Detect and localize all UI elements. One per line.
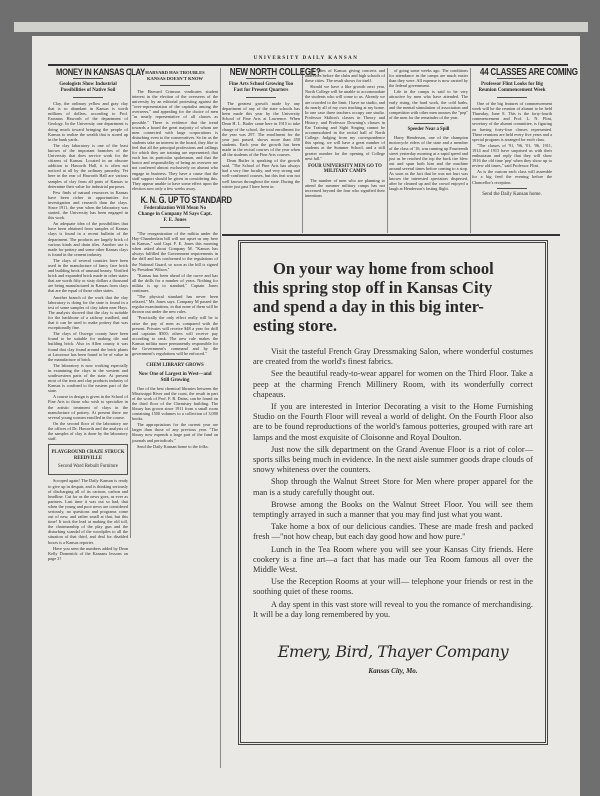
column-divider — [470, 68, 471, 233]
paragraph: The Harvard Crimson vindicates student interest in the election of the overseers of the university by an editorial protesting against the "over-representation of the capitalist among the overseers," and appealing for the choice of men "as nearly representative of all classes as possible." There is evidence that the trend towards a board the great majority of whom are men connected with large corporations is disturbing even to the conservatives. So far as the students take an interest in the board, they like to feel that all the principal professions and callings for which they are training are represented; that each has its particular spokesman, and that the honor and responsibility of being an overseer are not conferred almost exclusively on alumni who engage in business. They have a cause that the staff support should be given in considering this. They appear unable to have some effect upon the election now only a few weeks away. — [132, 89, 218, 191]
ad-top-rule — [222, 234, 560, 236]
paragraph: Harry Henderson, one of the champion motorcycle riders of the state and a member of the class of '16, was running up Fourteenth street yesterday morning at a rapid speed and just as he reached the top the back tire blew out and spun both him and the machine around several times before coming to a stop. As soon as the fact that he was not hurt was known the interested spectators dispersed, after he cleaned up and the crowd enjoyed a laugh at Henderson's lasting flight. — [389, 135, 468, 192]
paragraph: The laboratory is now working especially in examining the clays in the western and southwestern parts of the state. At present most of the tests and clay products industry of Kansas is confined to the eastern part of the state. — [48, 362, 128, 394]
column-divider — [130, 68, 131, 538]
headline: 44 CLASSES ARE COMING — [480, 67, 578, 78]
headline: K. N. G. UP TO STANDARD — [140, 194, 232, 206]
subhead: Fine Arts School Growing Too Fast for Present Quarters — [228, 82, 294, 94]
paragraph: "The reorganization of the militia under the Hay-Chamberlain bill will not upset us any here in Kansas," said Capt. F. E. Jones this morning when asked about Company M. "Kansas has always fulfilled the Government requirements in the drill and has conformed to the regulations of the National Guard, so soon as the bill is signed by President Wilson." — [132, 230, 218, 272]
paragraph: Have you seen the numbers added by Dean Kelly Domenick of the Kansans lessons on page 3? — [48, 545, 128, 561]
company-signature: Emery, Bird, Thayer Company — [277, 642, 509, 662]
headline: FOUR UNIVERSITY MEN GO TO MILITARY CAMPS — [308, 163, 382, 175]
box-subtitle: Second Ward Rebuilt Furniture — [58, 464, 118, 469]
ad-paragraph: Browse among the Books on the Walnut Street Floor. You will see them temptingly arrayed in such a manner that you may find just what you want. — [253, 499, 533, 520]
column-2 — [132, 68, 232, 788]
column-1 — [48, 67, 145, 788]
paragraph: Send the Daily Kansan home to the folks. — [137, 443, 209, 449]
headline: HARVARD HAS TROUBLES KANSAS DOESN'T KNOW — [145, 70, 205, 81]
paragraph: Another branch of the work that the clay laboratory is doing for the state is found in a test of some samples of clay taken near Hays. The analysis showed that the clay is suitable for the backbone of a railway roadbed, and that it can be used to make pottery that was exceptionally fine. — [48, 294, 128, 331]
boxed-headline — [48, 444, 128, 475]
column-4 — [305, 68, 385, 233]
headline: MONEY IN KANSAS CLAY — [56, 67, 145, 78]
paragraph: Clay, the ordinary yellow and gray clay that is so abundant in Kansas is worth millions of dollars, according to Prof. Erasmus Haworth of the department of Geology. In the University one department is doing much toward bringing the people of Kansas to realize the wealth that is stored up in the bank yards. — [48, 101, 128, 142]
paragraph: of going some weeks ago. The conditions for attendance in the camps are much easier than they were. All expense is now carried by the federal government. — [389, 68, 468, 89]
ad-paragraph: If you are interested in Interior Decorating a visit to the Home Furnishing Studio on the Fourth Floor will reveal a world of delight. On the Fourth Floor also are to be found reproductions of the world's famous potteries, grouped with rare art lamps and the most exquisite of Cloisonne and Royal Doulton. — [253, 402, 533, 442]
headline: NEW NORTH COLLEGE? — [229, 67, 321, 78]
ad-headline-line: this spring stop off in Kansas City — [253, 278, 493, 297]
paragraph: 53 cities of Kansas giving concerts and addresses before the clubs and high schools of these cities. The result shows for itself. — [305, 68, 385, 84]
column-divider — [302, 68, 303, 233]
ad-headline-line: esting store. — [253, 316, 338, 335]
subhead: Now One of Largest in West—and Still Growing — [138, 371, 212, 383]
paragraph: Dean Butler is speaking of the growth said, "The School of Fine Arts has always had a very fine faculty, and very strong and well-confirmed courses, but this feat was not well known throughout the state. During the winter just past I have been in — [222, 158, 300, 189]
paragraph: "The classes of '91, '96, '01, '06, 1911, 1914 and 1915 have surprised us with their enthusiasm and reply that they will show 1916 the old time 'pep' when they show up to review old times," said Professor Flint. — [472, 142, 552, 169]
paragraph: A course in design is given in the School of Fine Arts to those who wish to specialize in the artistic treatment of clays in the manufacture of pottery. At present there are several young women enrolled in the course. — [48, 394, 128, 420]
ad-paragraph: Just now the silk department on the Grand Avenue Floor is a riot of color—sports silks being much in evidence. In the next aisle summer goods drape clouds of snowy whiteness over the counters. — [253, 444, 533, 475]
column-6 — [472, 67, 578, 233]
underlying-page-edge — [14, 22, 588, 32]
subhead: Federalization Will Mean No Change in Company M Says Capt. F. E. Jones — [138, 205, 212, 223]
paragraph: The clay laboratory is one of the least known of the important branches of the University that does service work for the citizens of Kansas. Located in an obscure addition to Haworth Hall, it is often not noticed at all by the ordinary passerby. Yet here in the rear of Haworth Hall are various samples of clay from all parts of Kansas to determine their value for industrial purposes. — [48, 142, 128, 189]
masthead: UNIVERSITY DAILY KANSAN — [253, 56, 359, 61]
paragraph: The number of men who are planning to attend the summer military camps has not increased beyond the four who signified their intentions — [305, 177, 385, 198]
paragraph: An adequate idea of the possibilities that have been obtained from samples of Kansas clays is found in a recent bulletin of the department. The products are largely brick of various kinds and drain tiles. Another use is made for pottery and some other Kansas clays is found in the cement industry. — [48, 221, 128, 257]
footer-note: Send the Daily Kansan home. — [482, 191, 542, 197]
paragraph: Life in the camps is said to be very attractive by men who have attended. The early rising, the hard work, the cold baths, and the mental stimulation of association and competition with other men arouses the "pep" of the men for the remainder of the year. — [389, 89, 468, 120]
paragraph: The clays of several counties have been used in the manufacture of fancy face brick and building brick of unusual beauty. Vitrified brick and expanded brick made in other states that are worth fifty or sixty dollars a thousand are being manufactured in Kansas from clays that are the equal of those other states. — [48, 257, 128, 294]
paragraph: Should we have a like growth next year, North College will be unable to accommodate the students who will come to us. Already we are crowded to the limit. I have no studio, and do nearly all of my own teaching at my home. In one case three teachers occupy one studio. Professor Skilton's classes in Theory and History, and Professor Downing's classes in Ear Training and Sight Singing cannot be accommodated in the recital hall of North College. Judging from my correspondence this spring, we will have a great number of students at the Summer School, and a still greater number for the opening of College next fall." — [305, 84, 385, 161]
paragraph: Scooped again! The Daily Kansan is ready to give up in despair, and is thinking seriously of discharging all of its cartoon, carbon and headline. Cut for as the news goes, as ever as partners. Last time it was out so bad, that when the young and poor news are considered seriously, no questions and programs come out of new, and rather small at that, but this time! It took the lead at making the old toll, the chairmanship of the play gun and the disturbing scandal of the woodpiles to all the situation of that third, and deal for disabled boxes is a Kansas reporter. — [48, 478, 128, 545]
paragraph: "Kansas has been ahead of the curve and has all the drills for a number of years. Nothing for militia is up to standard," Captain Jones continues. — [132, 272, 218, 293]
paragraph: The greatest growth made by any department of any of the state schools has been made this year by the University School of Fine Arts at Lawrence. When Dean H. L. Butler came here in 1915 to take charge of the school, the total enrollment for the year was 297. The enrollment for the year just passed, shows more than 450 students. Each year the growth has been made in the recital courses of the year when all the students of the Fine Arts courses. — [222, 101, 300, 158]
paragraph: As is the custom each class will assemble for a big feed the evening before the Chancellor's reception. — [472, 169, 552, 185]
box-title: PLAYGROUND CRAZE STRUCK REEDVILLE — [51, 450, 125, 461]
ad-paragraph: Take home a box of our delicious candies. These are made fresh and packed fresh —"not how cheap, but each day good how and how pure." — [253, 522, 533, 542]
ad-headline-line: On your way home from school — [273, 259, 494, 278]
column-5 — [389, 68, 468, 233]
ad-paragraph: Lunch in the Tea Room where you will see your Kansas City friends. Here cookery is a fine art—a fact that has made our Tea Room famous all over the Middle West. — [253, 544, 533, 575]
advertisement-emery-bird-thayer — [238, 240, 548, 745]
column-divider — [387, 68, 388, 233]
ad-paragraph: Visit the tasteful French Gray Dressmaking Salon, where wonderful costumes are created from the world's finest fabrics. — [253, 347, 533, 367]
masthead-rule — [48, 64, 568, 66]
company-city: Kansas City, Mo. — [368, 667, 418, 676]
newspaper-page — [32, 36, 580, 796]
subhead: Professor Flint Looks for Big Reunion Commencement Week — [478, 82, 546, 94]
ad-headline — [253, 259, 533, 335]
ad-paragraph: Use the Reception Rooms at your will— telephone your friends or rest in the soothing quiet of these rooms. — [253, 577, 533, 597]
paragraph: The clays of Oswego county have been found to be suitable for making tile and building brick. Also in Allen county it was found that clay found around the brick plants at Lawrence has been found to be of value in the manufacture of brick. — [48, 331, 128, 362]
ad-paragraph: A day spent in this vast store will reveal to you the romance of merchandising. It will be a day long remembered by you. — [253, 599, 533, 619]
paragraph: One of the big features of commencement week will be the reunion of alumni to be held Thursday, June 8. This is the forty-fourth commencement and Prof. L. N. Flint, secretary of the alumni committee, is figuring on having forty-four classes represented. These reunions are held every five years and a special program is arranged for each class. — [472, 101, 552, 142]
headline: Speeder Near a Spill — [407, 126, 450, 132]
paragraph: Few finds of natural resources in Kansas have been richer in opportunities for investigation and research than the clays. Since 1911, the year when the laboratory was started, the University has been engaged in this work. — [48, 189, 128, 221]
paragraph: On the second floor of the laboratory are the offices of Dr. Haworth and the analysis of the samples of clay is done by the laboratory staff. — [48, 420, 128, 442]
column-3 — [222, 67, 321, 233]
ad-paragraph: Shop through the Walnut Street Store for Men where proper apparel for the man is a study carefully thought out. — [253, 477, 533, 497]
ad-paragraph: See the beautiful ready-to-wear apparel for women on the Third Floor. Take a peep at the charming French Millinery Room, with its wonderfully correct chapeaus. — [253, 369, 533, 399]
headline: CHEM LIBRARY GROWS — [146, 363, 204, 369]
paragraph: The appropriations for the current year are larger than those of any previous year. "The library now expends a large part of the fund on journals and periodicals." — [132, 422, 218, 443]
column-divider — [220, 68, 221, 768]
paragraph: One of the best chemical libraries between the Mississippi River and the coast, the result in part of the work of Prof. F. B. Dains, can be found on the third floor of the Chemistry building. The library has grown since 1911 from a small room containing 1500 volumes to a collection of 3,000 books. — [132, 385, 218, 422]
subhead: Geologists Show Industrial Possibilities of Native Soil — [59, 82, 117, 94]
ad-headline-line: and spend a day in this big inter- — [253, 297, 484, 316]
paragraph: "Practically the only effect really will be to raise the pay of men as compared with the present. Privates will receive $48 a year for drill and captains $500; others will receive pay according to rank. The new rule makes the Kansas militia more permanently responsible for the Government's command and by the government's regulations will be enforced." — [132, 315, 218, 357]
paragraph: "The physical standard has never been relaxed," Mr. Jones says. Company M passed the regular examinations, in that none of them will be thrown out under the new rules. — [132, 294, 218, 315]
